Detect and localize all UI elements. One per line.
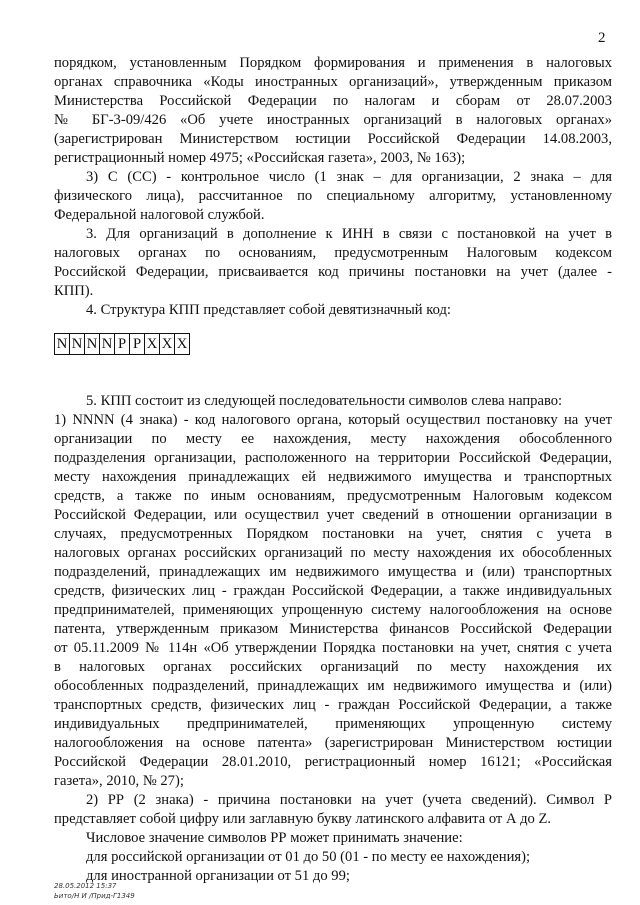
code-box: N bbox=[85, 334, 100, 354]
text-line: средств, физических лиц - граждан Российской Федерации, а также индивидуальных bbox=[54, 583, 612, 599]
text-line: № БГ-3-09/426 «Об учете иностранных организаций в налоговых органах» bbox=[54, 112, 612, 128]
kpp-code-structure bbox=[54, 333, 190, 355]
text-line: подразделений, принадлежащих им недвижимого имущества и (или) транспортных bbox=[54, 564, 612, 580]
text-line: физического лица), рассчитанное по специальному алгоритму, установленному bbox=[54, 188, 612, 204]
text-line: обособленных подразделений, принадлежащих им недвижимого имущества и (или) bbox=[54, 678, 612, 694]
code-box: N bbox=[70, 334, 85, 354]
text-line: Числовое значение символов РР может принимать значение: bbox=[86, 830, 463, 846]
page-number: 2 bbox=[598, 30, 606, 46]
text-line: порядком, установленным Порядком формирования и применения в налоговых bbox=[54, 55, 612, 71]
text-line: 4. Структура КПП представляет собой девятизначный код: bbox=[86, 302, 451, 318]
code-box: N bbox=[55, 334, 70, 354]
text-line: газета», 2010, № 27); bbox=[54, 773, 184, 789]
code-box: X bbox=[160, 334, 175, 354]
text-line: подразделения организации, расположенного на территории Российской Федерации, bbox=[54, 450, 612, 466]
text-line: Российской Федерации 28.01.2010, регистрационный номер 16121; «Российская bbox=[54, 754, 612, 770]
text-line: индивидуальных предпринимателей, применяющих упрощенную систему bbox=[54, 716, 612, 732]
text-line: 1) NNNN (4 знака) - код налогового органа, который осуществил постановку на учет bbox=[54, 412, 612, 428]
footer-timestamp: 28.05.2012 15:37 bbox=[54, 882, 117, 890]
text-line: КПП). bbox=[54, 283, 94, 299]
text-line: (зарегистрирован Министерством юстиции Российской Федерации 14.08.2003, bbox=[54, 131, 612, 147]
text-line: налогообложения на основе патента» (зарегистрирован Министерством юстиции bbox=[54, 735, 612, 751]
text-line: месту нахождения принадлежащих ей недвижимого имущества и транспортных bbox=[54, 469, 612, 485]
text-line: Министерства Российской Федерации по налогам и сборам от 28.07.2003 bbox=[54, 93, 612, 109]
text-line: налоговых органах российских организаций по месту нахождения их обособленных bbox=[54, 545, 612, 561]
text-line: предпринимателей, применяющих упрощенную систему налогообложения на основе bbox=[54, 602, 612, 618]
code-box: P bbox=[115, 334, 130, 354]
text-line: 3. Для организаций в дополнение к ИНН в связи с постановкой на учет в bbox=[86, 226, 612, 242]
text-line: средств, а также по иным основаниям, предусмотренным Налоговым кодексом bbox=[54, 488, 612, 504]
text-line: представляет собой цифру или заглавную букву латинского алфавита от А до Z. bbox=[54, 811, 552, 827]
text-line: транспортных средств, физических лиц - граждан Российской Федерации, а также bbox=[54, 697, 612, 713]
text-line: Российской Федерации, или осуществил учет сведений в отношении организации в bbox=[54, 507, 612, 523]
code-box: P bbox=[130, 334, 145, 354]
text-line: регистрационный номер 4975; «Российская газета», 2003, № 163); bbox=[54, 150, 466, 166]
text-line: в налоговых органах российских организаций по месту нахождения их bbox=[54, 659, 612, 675]
text-line: патента, утвержденным приказом Министерства финансов Российской Федерации bbox=[54, 621, 612, 637]
text-line: 2) РР (2 знака) - причина постановки на учет (учета сведений). Символ Р bbox=[86, 792, 612, 808]
text-line: организации по месту ее нахождения, месту нахождения обособленного bbox=[54, 431, 612, 447]
text-line: 3) С (СС) - контрольное число (1 знак – для организации, 2 знака – для bbox=[86, 169, 612, 185]
text-line: органах справочника «Коды иностранных организаций», утвержденным приказом bbox=[54, 74, 612, 90]
text-line: от 05.11.2009 № 114н «Об утверждении Порядка постановки на учет, снятия с учета bbox=[54, 640, 612, 656]
text-line: Федеральной налоговой службой. bbox=[54, 207, 265, 223]
text-line: Российской Федерации, присваивается код причины постановки на учет (далее - bbox=[54, 264, 612, 280]
code-box: N bbox=[100, 334, 115, 354]
text-line: случаях, предусмотренных Порядком постановки на учет, снятия с учета в bbox=[54, 526, 612, 542]
footer-file-id: Ьито/Н И /Прид-Г1349 bbox=[54, 892, 135, 900]
code-box: X bbox=[176, 336, 188, 352]
text-line: для иностранной организации от 51 до 99; bbox=[86, 868, 350, 884]
text-line: для российской организации от 01 до 50 (01 - по месту ее нахождения); bbox=[86, 849, 531, 865]
text-line: 5. КПП состоит из следующей последовательности символов слева направо: bbox=[86, 393, 563, 409]
text-line: налоговых органах по основаниям, предусмотренным Налоговым кодексом bbox=[54, 245, 612, 261]
code-box: X bbox=[145, 334, 160, 354]
